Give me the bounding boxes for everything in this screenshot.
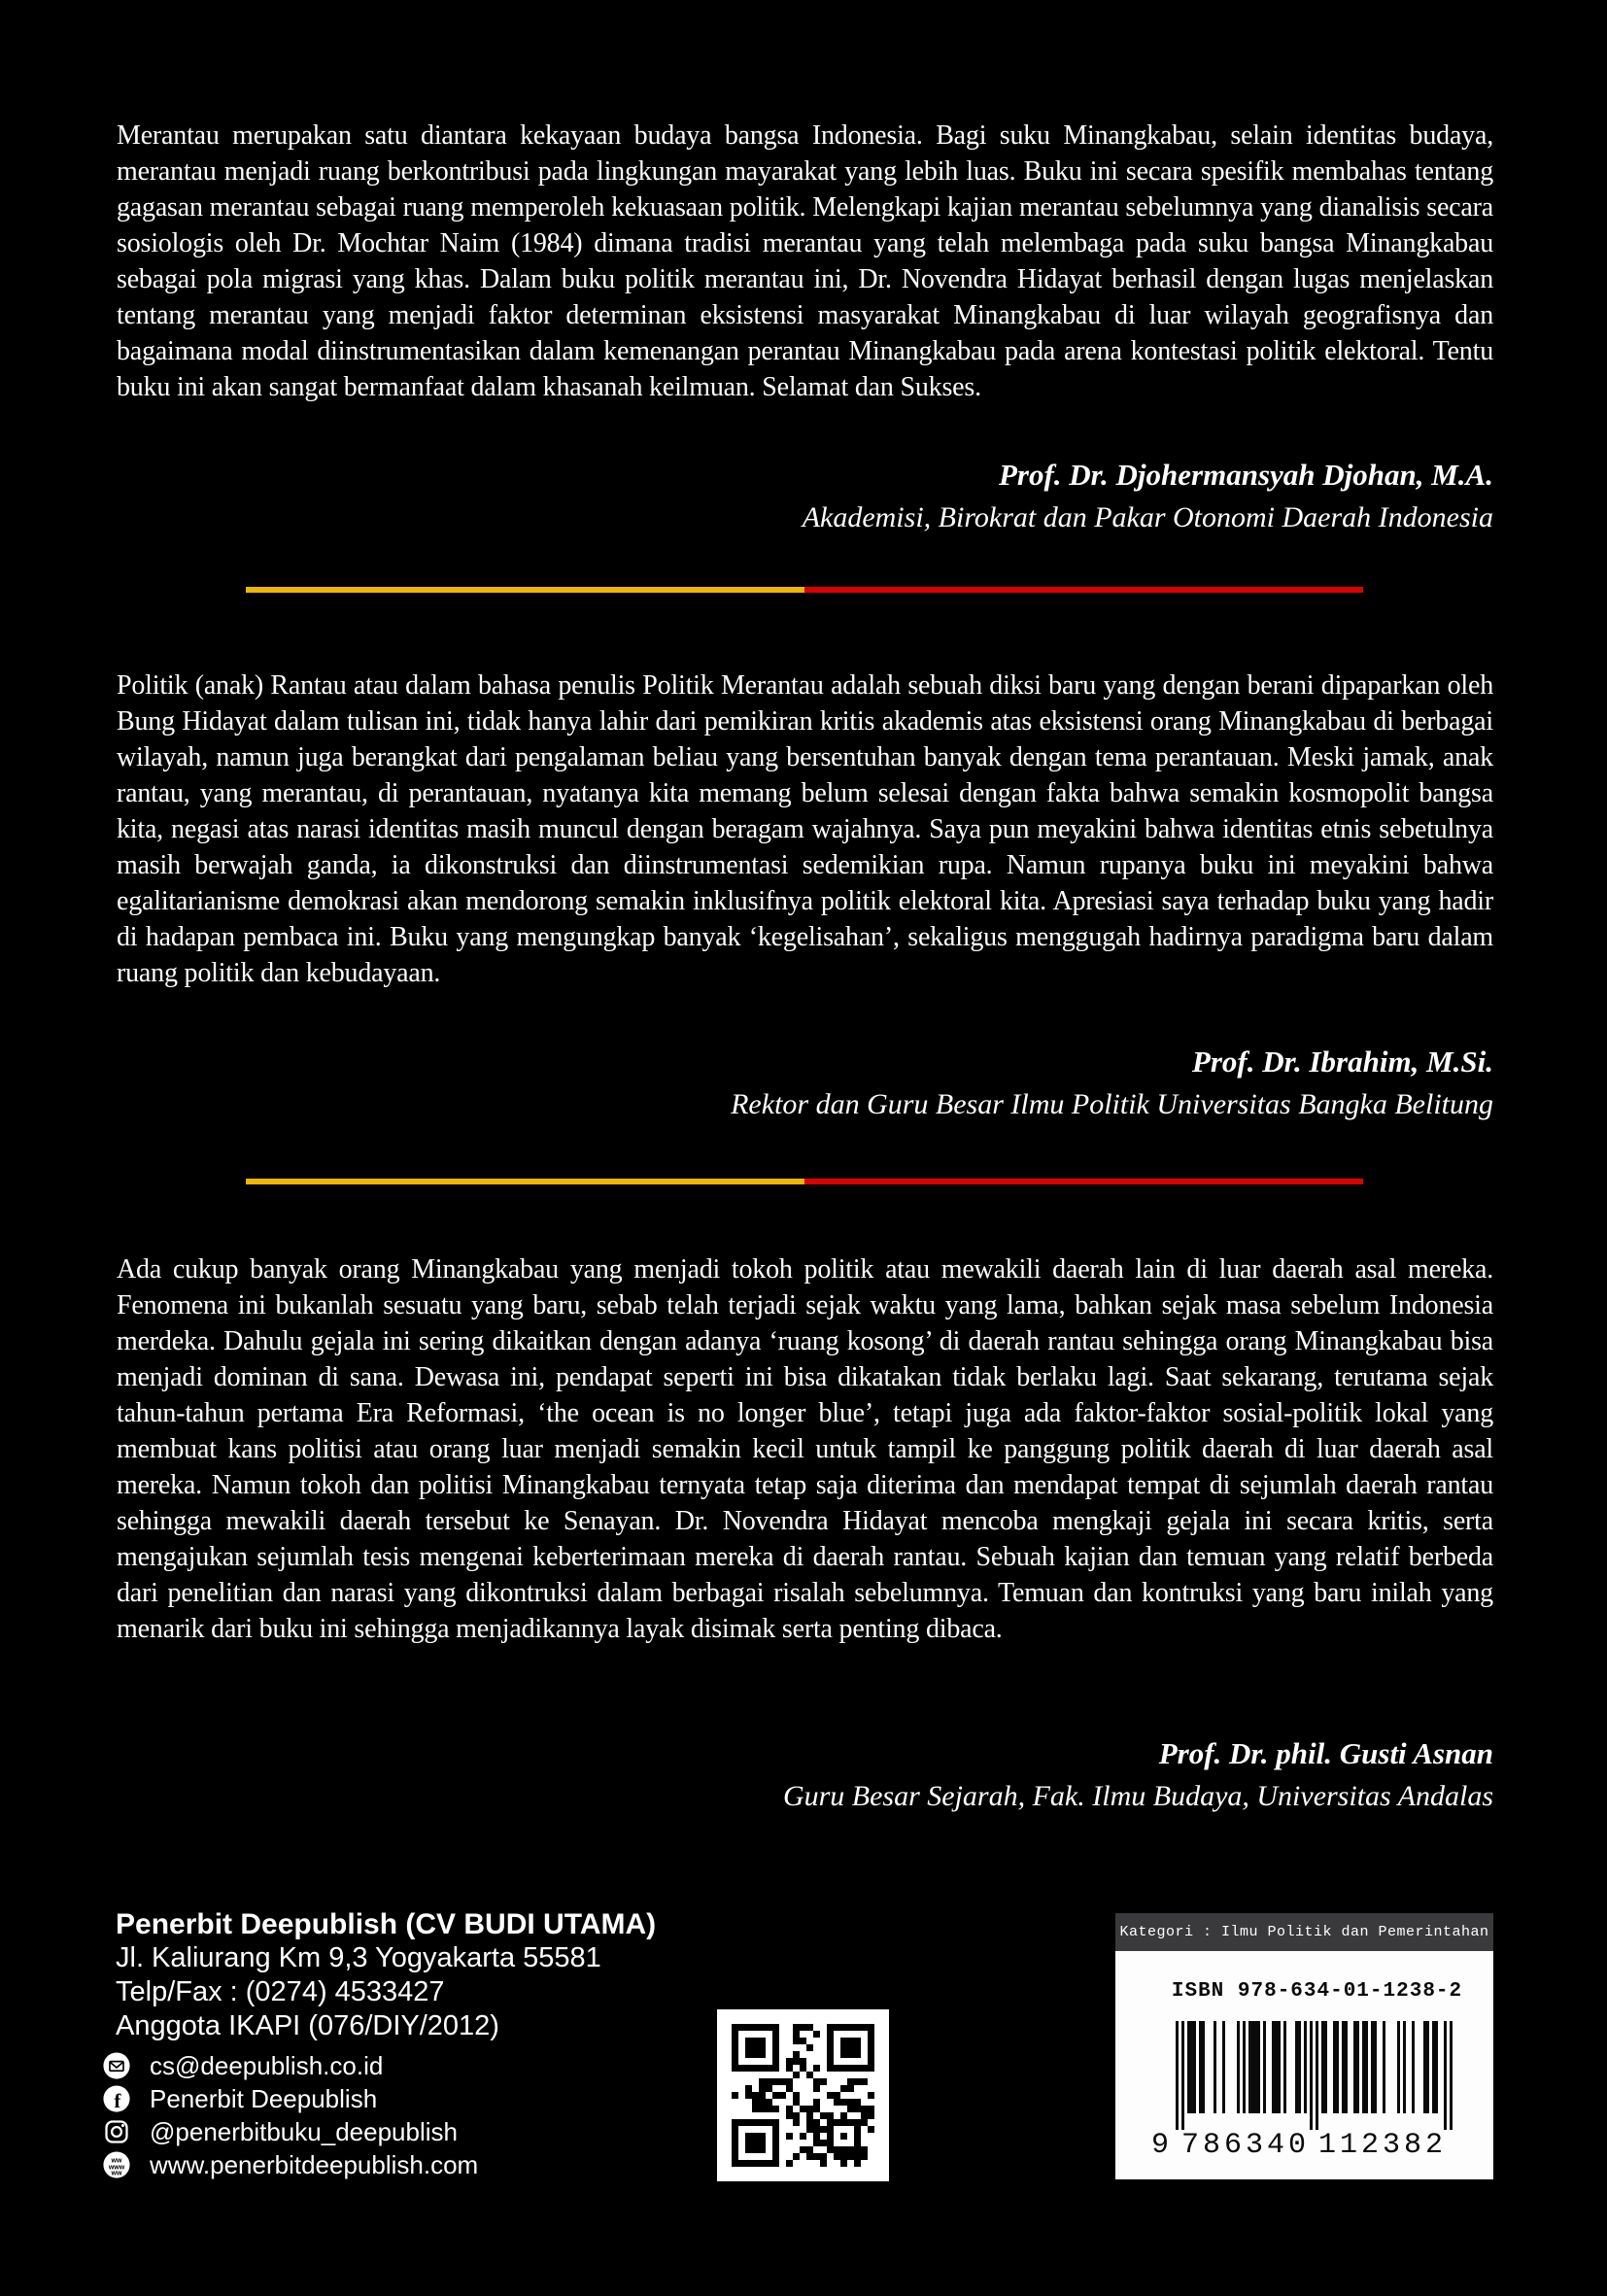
qr-code: [717, 2009, 889, 2181]
publisher-info: [116, 1907, 656, 2043]
svg-text:ww: ww: [111, 2170, 122, 2177]
barcode-body: [1115, 1951, 1493, 2179]
svg-text:www: www: [108, 2164, 125, 2172]
contact-row-email: [103, 2052, 478, 2079]
isbn-barcode-box: [1115, 1913, 1493, 2179]
contact-row-facebook: [103, 2085, 478, 2112]
testimonial-quote-1: Merantau merupakan satu diantara kekayaan budaya bangsa Indonesia. Bagi suku Minangkabau, selain identitas budaya, merantau menjadi ruang berkontribusi pada lingkungan mayarakat yang lebih luas. Buku ini secara spesifik membahas tentang gagasan merantau sebagai ruang memperoleh kekuasaan politik. Melengkapi kajian merantau sebelumnya yang dianalisis secara sosiologis oleh Dr. Mochtar Naim (1984) dimana tradisi merantau yang telah melembaga pada suku bangsa Minangkabau sebagai pola migrasi yang khas. Dalam buku politik merantau ini, Dr. Novendra Hidayat berhasil dengan lugas menjelaskan tentang merantau yang menjadi faktor determinan eksistensi masyarakat Minangkabau di luar wilayah geografisnya dan bagaimana modal diinstrumentasikan dalam kemenangan perantau Minangkabau pada arena kontestasi politik elektoral. Tentu buku ini akan sangat bermanfaat dalam khasanah keilmuan. Selamat dan Sukses.: [117, 120, 1493, 402]
contact-instagram: @penerbitbuku_deepublish: [150, 2116, 458, 2146]
testimonial-author-3: Prof. Dr. phil. Gusti Asnan: [1158, 1736, 1493, 1770]
publisher-membership: Anggota IKAPI (076/DIY/2012): [116, 2010, 499, 2041]
category-bar: Kategori : Ilmu Politik dan Pemerintahan: [1115, 1913, 1493, 1951]
isbn-label: ISBN 978-634-01-1238-2: [1171, 1980, 1463, 2003]
instagram-icon: [103, 2118, 130, 2145]
contact-facebook: Penerbit Deepublish: [150, 2083, 378, 2113]
ean-barcode: [1148, 2016, 1493, 2163]
svg-text:9: 9: [1150, 2129, 1170, 2158]
testimonial-author-2: Prof. Dr. Ibrahim, M.Si.: [1191, 1045, 1493, 1079]
contact-email: cs@deepublish.co.id: [150, 2050, 384, 2080]
divider-red-segment: [804, 1179, 1363, 1184]
testimonial-quote-3: Ada cukup banyak orang Minangkabau yang menjadi tokoh politik atau mewakili daerah lain di luar daerah asal mereka. Fenomena ini bukanlah sesuatu yang baru, sebab telah terjadi sejak waktu yang lama, bahkan sejak masa sebelum Indonesia merdeka. Dahulu gejala ini sering dikaitkan dengan adanya ‘ruang kosong’ di daerah rantau sehingga orang Minangkabau bisa menjadi dominan di sana. Dewasa ini, pendapat seperti ini bisa dikatakan tidak berlaku lagi. Saat sekarang, terutama sejak tahun-tahun pertama Era Reformasi, ‘the ocean is no longer blue’, tetapi juga ada faktor-faktor sosial-politik lokal yang membuat kans politisi atau orang luar menjadi semakin kecil untuk tampil ke panggung politik daerah di luar daerah asal mereka. Namun tokoh dan politisi Minangkabau ternyata tetap saja diterima dan mendapat tempat di sejumlah daerah rantau sehingga mewakili daerah tersebut ke Senayan. Dr. Novendra Hidayat mencoba mengkaji gejala ini secara kritis, serta mengajukan sejumlah tesis mengenai keberterimaan mereka di daerah rantau. Sebuah kajian dan temuan yang relatif berbeda dari penelitian dan narasi yang dikontruksi dalam berbagai risalah sebelumnya. Temuan dan kontruksi yang baru inilah yang menarik dari buku ini sehingga menjadikannya layak disimak serta penting dibaca.: [117, 1254, 1493, 1644]
section-divider-2: [246, 1179, 1363, 1184]
publisher-address: Jl. Kaliurang Km 9,3 Yogyakarta 55581: [116, 1942, 601, 1973]
svg-text:ww: ww: [111, 2157, 122, 2165]
globe-icon: [103, 2151, 130, 2178]
divider-yellow-segment: [246, 587, 804, 593]
testimonial-quote-2: Politik (anak) Rantau atau dalam bahasa penulis Politik Merantau adalah sebuah diksi baru yang dengan berani dipaparkan oleh Bung Hidayat dalam tulisan ini, tidak hanya lahir dari pemikiran kritis akademis atas eksistensi orang Minangkabau di berbagai wilayah, namun juga berangkat dari pengalaman beliau yang bersentuhan banyak dengan tema perantauan. Meski jamak, anak rantau, yang merantau, di perantauan, nyatanya kita memang belum selesai dengan fakta bahwa semakin kosmopolit bangsa kita, negasi atas narasi identitas masih muncul dengan beragam wajahnya. Saya pun meyakini bahwa identitas etnis sebetulnya masih berwajah ganda, ia dikonstruksi dan diinstrumentasi sedemikian rupa. Namun rupanya buku ini meyakini bahwa egalitarianisme demokrasi akan mendorong semakin inklusifnya politik elektoral kita. Apresiasi saya terhadap buku yang hadir di hadapan pembaca ini. Buku yang mengungkap banyak ‘kegelisahan’, sekaligus menggugah hadirnya paradigma baru dalam ruang politik dan kebudayaan.: [117, 670, 1493, 988]
testimonial-author-1: Prof. Dr. Djohermansyah Djohan, M.A.: [998, 458, 1493, 492]
svg-text:786340: 786340: [1180, 2129, 1311, 2158]
contact-row-website: [103, 2151, 478, 2178]
publisher-name: Penerbit Deepublish (CV BUDI UTAMA): [116, 1908, 657, 1940]
section-divider-1: [246, 587, 1363, 593]
publisher-contacts: [103, 2052, 478, 2184]
publisher-phone: Telp/Fax : (0274) 4533427: [116, 1976, 445, 2007]
svg-text:112382: 112382: [1317, 2129, 1448, 2158]
svg-text:f: f: [114, 2088, 121, 2112]
testimonial-attribution-2: [117, 1044, 1493, 1123]
contact-row-instagram: [103, 2118, 478, 2145]
contact-website: www.penerbitdeepublish.com: [150, 2149, 479, 2179]
divider-red-segment: [804, 587, 1363, 593]
facebook-icon: [103, 2085, 130, 2112]
testimonial-attribution-3: [117, 1735, 1493, 1815]
email-icon: [103, 2052, 130, 2079]
divider-yellow-segment: [246, 1179, 804, 1184]
testimonial-author-role-2: Rektor dan Guru Besar Ilmu Politik Universitas Bangka Belitung: [731, 1088, 1493, 1120]
testimonial-author-role-1: Akademisi, Birokrat dan Pakar Otonomi Daerah Indonesia: [802, 501, 1493, 533]
testimonial-author-role-3: Guru Besar Sejarah, Fak. Ilmu Budaya, Universitas Andalas: [782, 1780, 1493, 1812]
testimonial-attribution-1: [117, 457, 1493, 536]
